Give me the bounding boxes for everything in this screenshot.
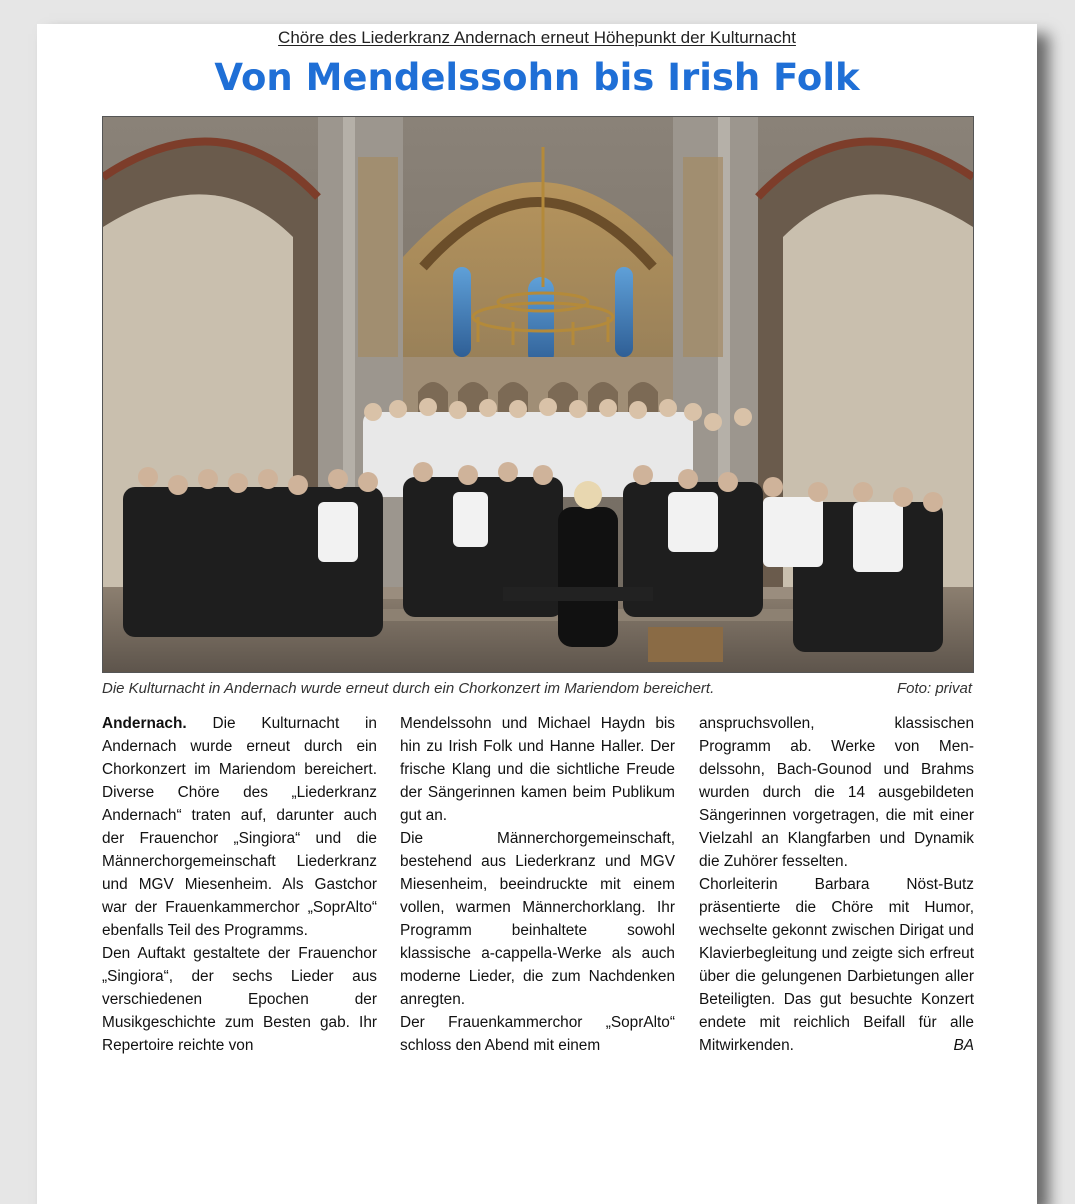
paragraph-5 [699,873,974,1057]
article-column-3 [699,712,974,1057]
paragraph-2-continued: Mendelssohn und Michael Haydn bis hin zu Irish Folk und Hanne Haller. Der frische Klang und die sichtliche Freude der Sängerinnen kamen beim Publikum gut an. [400,715,675,824]
dateline: Andernach. [102,715,187,732]
newspaper-page [37,24,1037,1204]
paragraph-4-continued: anspruchsvollen, klassischen Programm ab. Werke von Mendelssohn, Bach-Gounod und Brahms wurden durch die 14 ausgebildeten Sängerinnen vorgetragen, die mit einer Vielzahl an Klangfarben und Dynamik die Zuhörer fesselten. [699,715,974,870]
photo-caption-line [102,680,972,697]
paragraph-1-text: Die Kulturnacht in Andernach wurde erneut durch ein Chorkonzert im Mariendom bereichert. Diverse Chöre des „Liederkranz Andernach“ traten auf, darunter auch der Frauenchor „Singiora“ und die Männerchorgemeinschaft Liederkranz und MGV Miesenheim. Als Gastchor war der Frauenkammerchor „SoprAlto“ ebenfalls Teil des Programms. [102,715,377,939]
photo-credit: Foto: privat [896,680,972,697]
photo-caption: Die Kulturnacht in Andernach wurde erneut durch ein Chorkonzert im Mariendom bereichert. [102,680,715,697]
paragraph-1 [102,712,377,942]
paragraph-5-text: Chorleiterin Barbara Nöst-Butz präsentierte die Chöre mit Humor, wechselte gekonnt zwischen Dirigat und Klavierbegleitung und zeigte sich erfreut über die gelungenen Darbietungen aller Beteiligten. Das gut besuchte Konzert endete mit reichlich Beifall für alle Mitwirkenden. [699,876,974,1054]
article-photo [102,116,974,673]
article-column-2 [400,712,675,1057]
paragraph-3: Die Männerchorgemeinschaft, bestehend aus Liederkranz und MGV Miesenheim, beeindruckte mit einem vollen, warmen Männerchorklang. Ihr Programm beinhaltete sowohl klassische a-cappella-Werke als auch moderne Lieder, die zum Nachdenken anregten. [400,830,675,1008]
article-kicker: Chöre des Liederkranz Andernach erneut Höhepunkt der Kulturnacht [278,28,796,47]
paragraph-4: Der Frauenkammerchor „SoprAlto“ schloss den Abend mit einem [400,1014,675,1054]
author-signature: BA [953,1037,974,1054]
article-headline: Von Mendelssohn bis Irish Folk [214,56,860,99]
paragraph-2: Den Auftakt gestaltete der Frauenchor „Singiora“, der sechs Lieder aus verschiedenen Epochen der Musikgeschichte zum Besten gab. Ihr Repertoire reichte von [102,945,377,1054]
article-column-1 [102,712,377,1057]
